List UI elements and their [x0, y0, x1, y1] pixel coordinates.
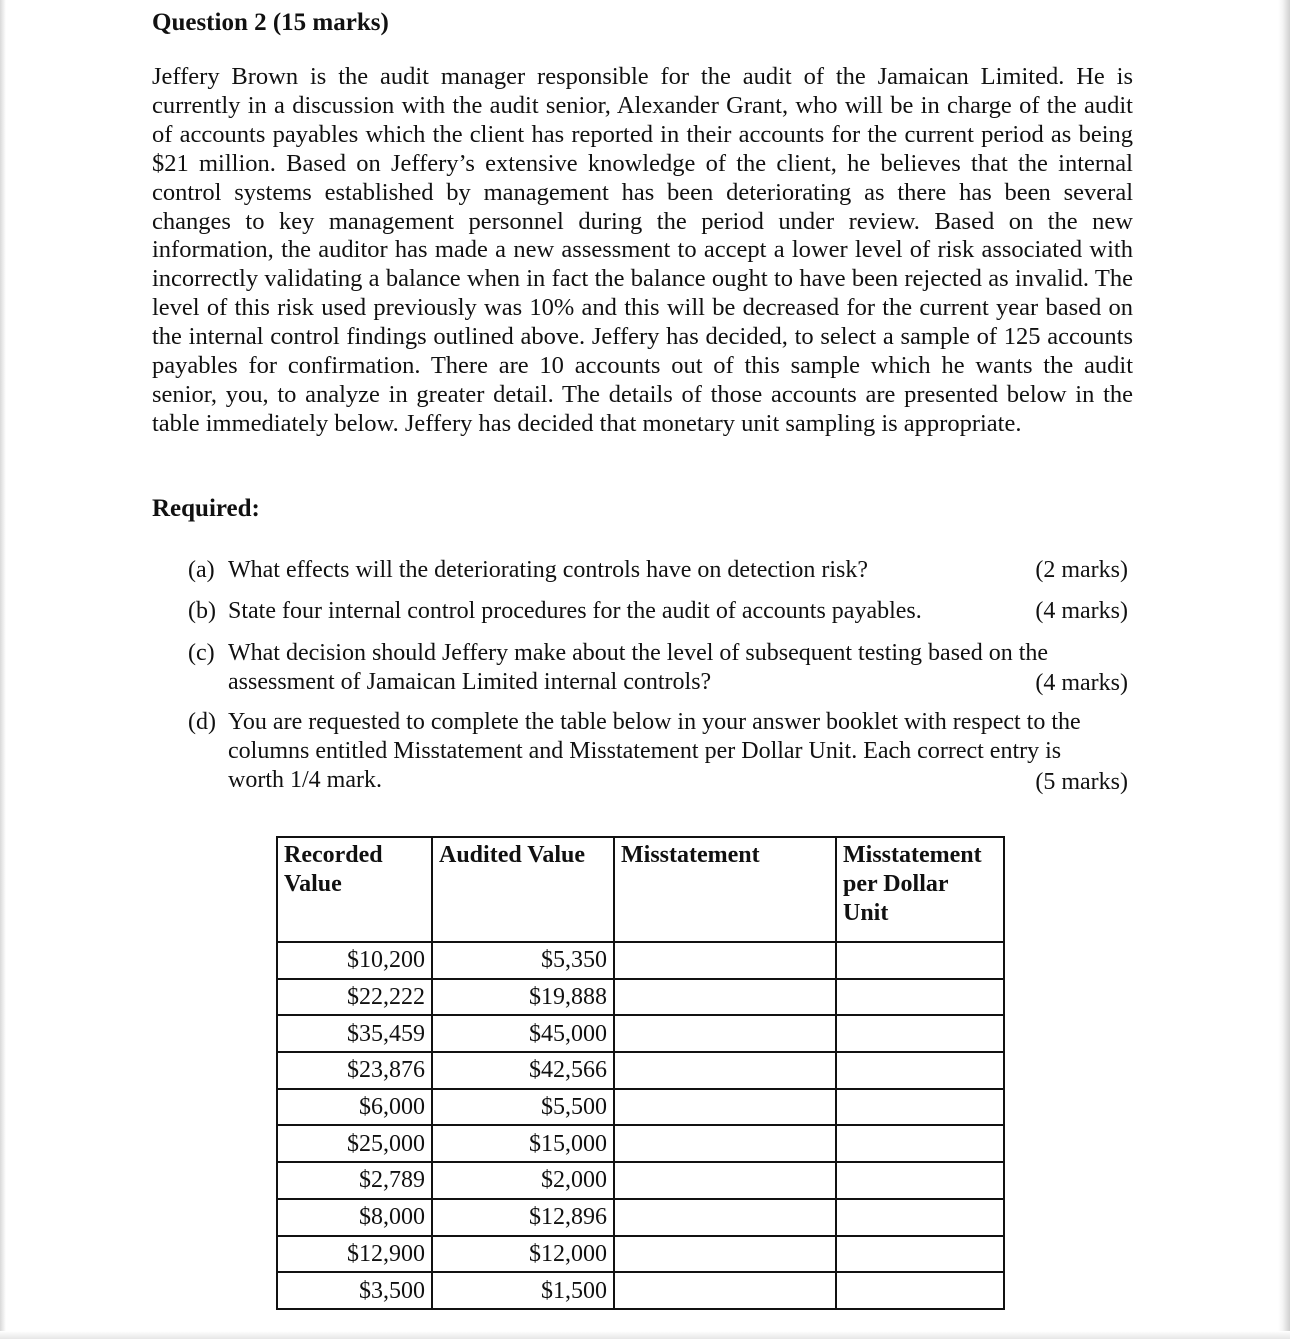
audited-value-cell: $5,350 — [432, 942, 614, 979]
table-row — [277, 1015, 1004, 1052]
question-a — [188, 556, 1128, 585]
misstatement-table — [276, 836, 1005, 1310]
page-edge-right — [1278, 0, 1290, 1339]
recorded-value-cell: $25,000 — [277, 1125, 432, 1162]
audited-value-cell: $2,000 — [432, 1162, 614, 1199]
question-d-text: You are requested to complete the table below in your answer booklet with respect to the columns entitled Misstatement and Misstatement per Dollar Unit. Each correct entry is worth 1/4 mark. — [228, 709, 1081, 793]
misstatement-cell — [614, 1272, 836, 1309]
misstatement-cell — [614, 1052, 836, 1089]
question-a-marks: (2 marks) — [1035, 557, 1128, 583]
table-row — [277, 1052, 1004, 1089]
recorded-value-cell: $10,200 — [277, 942, 432, 979]
header-audited-value: Audited Value — [432, 837, 614, 942]
question-a-text: What effects will the deteriorating controls have on detection risk? — [228, 557, 868, 583]
misstatement-per-dollar-cell — [836, 1015, 1004, 1052]
table-row — [277, 1089, 1004, 1126]
header-misstatement: Misstatement — [614, 837, 836, 942]
question-title: Question 2 (15 marks) — [152, 9, 389, 36]
recorded-value-cell: $23,876 — [277, 1052, 432, 1089]
misstatement-per-dollar-cell — [836, 1199, 1004, 1236]
question-a-letter: (a) — [188, 557, 215, 583]
audited-value-cell: $1,500 — [432, 1272, 614, 1309]
recorded-value-cell: $8,000 — [277, 1199, 432, 1236]
question-b-letter: (b) — [188, 598, 216, 624]
recorded-value-cell: $2,789 — [277, 1162, 432, 1199]
question-b-marks: (4 marks) — [1035, 598, 1128, 624]
question-b-text: State four internal control procedures for the audit of accounts payables. — [228, 598, 922, 624]
page-edge-bottom — [0, 1331, 1290, 1339]
table-row — [277, 979, 1004, 1016]
misstatement-per-dollar-cell — [836, 1089, 1004, 1126]
misstatement-per-dollar-cell — [836, 1236, 1004, 1273]
table-row — [277, 1236, 1004, 1273]
header-recorded-value: Recorded Value — [277, 837, 432, 942]
table-header-row — [277, 837, 1004, 942]
intro-paragraph: Jeffery Brown is the audit manager responsible for the audit of the Jamaican Limited. He is currently in a discussion with the audit senior, Alexander Grant, who will be in charge of the audit of accounts payables which the client has reported in their accounts for the current period as being $21 million. Based on Jeffery’s extensive knowledge of the client, he believes that the internal control systems established by management has been deteriorating as there has been several changes to key management personnel during the period under review. Based on the new information, the auditor has made a new assessment to accept a lower level of risk associated with incorrectly validating a balance when in fact the balance ought to have been rejected as invalid. The level of this risk used previously was 10% and this will be decreased for the current year based on the internal control findings outlined above. Jeffery has decided, to select a sample of 125 accounts payables for confirmation. There are 10 accounts out of this sample which he wants the audit senior, you, to analyze in greater detail. The details of those accounts are presented below in the table immediately below. Jeffery has decided that monetary unit sampling is appropriate. — [152, 63, 1133, 437]
page-edge-left — [0, 0, 6, 1339]
recorded-value-cell: $35,459 — [277, 1015, 432, 1052]
required-heading: Required: — [152, 495, 260, 522]
audited-value-cell: $15,000 — [432, 1125, 614, 1162]
misstatement-per-dollar-cell — [836, 979, 1004, 1016]
misstatement-cell — [614, 979, 836, 1016]
misstatement-cell — [614, 1199, 836, 1236]
recorded-value-cell: $22,222 — [277, 979, 432, 1016]
table-row — [277, 1162, 1004, 1199]
misstatement-cell — [614, 1089, 836, 1126]
question-c-text: What decision should Jeffery make about the level of subsequent testing based on the assessment of Jamaican Limited internal controls? — [228, 640, 1049, 695]
misstatement-cell — [614, 942, 836, 979]
question-d-letter: (d) — [188, 709, 216, 735]
misstatement-per-dollar-cell — [836, 1162, 1004, 1199]
table-row — [277, 1125, 1004, 1162]
recorded-value-cell: $3,500 — [277, 1272, 432, 1309]
recorded-value-cell: $6,000 — [277, 1089, 432, 1126]
header-misstatement-per-dollar-unit: Misstatement per Dollar Unit — [836, 837, 1004, 942]
misstatement-per-dollar-cell — [836, 1272, 1004, 1309]
misstatement-per-dollar-cell — [836, 1052, 1004, 1089]
question-d-marks: (5 marks) — [1035, 769, 1128, 795]
audited-value-cell: $42,566 — [432, 1052, 614, 1089]
question-c-letter: (c) — [188, 640, 215, 666]
question-c — [188, 639, 1128, 697]
misstatement-cell — [614, 1125, 836, 1162]
table-row — [277, 1272, 1004, 1309]
audited-value-cell: $19,888 — [432, 979, 614, 1016]
question-c-marks: (4 marks) — [1035, 670, 1128, 696]
misstatement-per-dollar-cell — [836, 1125, 1004, 1162]
table-row — [277, 1199, 1004, 1236]
misstatement-cell — [614, 1015, 836, 1052]
misstatement-cell — [614, 1162, 836, 1199]
question-d — [188, 708, 1128, 795]
question-b — [188, 597, 1128, 626]
audited-value-cell: $45,000 — [432, 1015, 614, 1052]
misstatement-per-dollar-cell — [836, 942, 1004, 979]
misstatement-cell — [614, 1236, 836, 1273]
audited-value-cell: $5,500 — [432, 1089, 614, 1126]
audited-value-cell: $12,896 — [432, 1199, 614, 1236]
audited-value-cell: $12,000 — [432, 1236, 614, 1273]
table-row — [277, 942, 1004, 979]
recorded-value-cell: $12,900 — [277, 1236, 432, 1273]
